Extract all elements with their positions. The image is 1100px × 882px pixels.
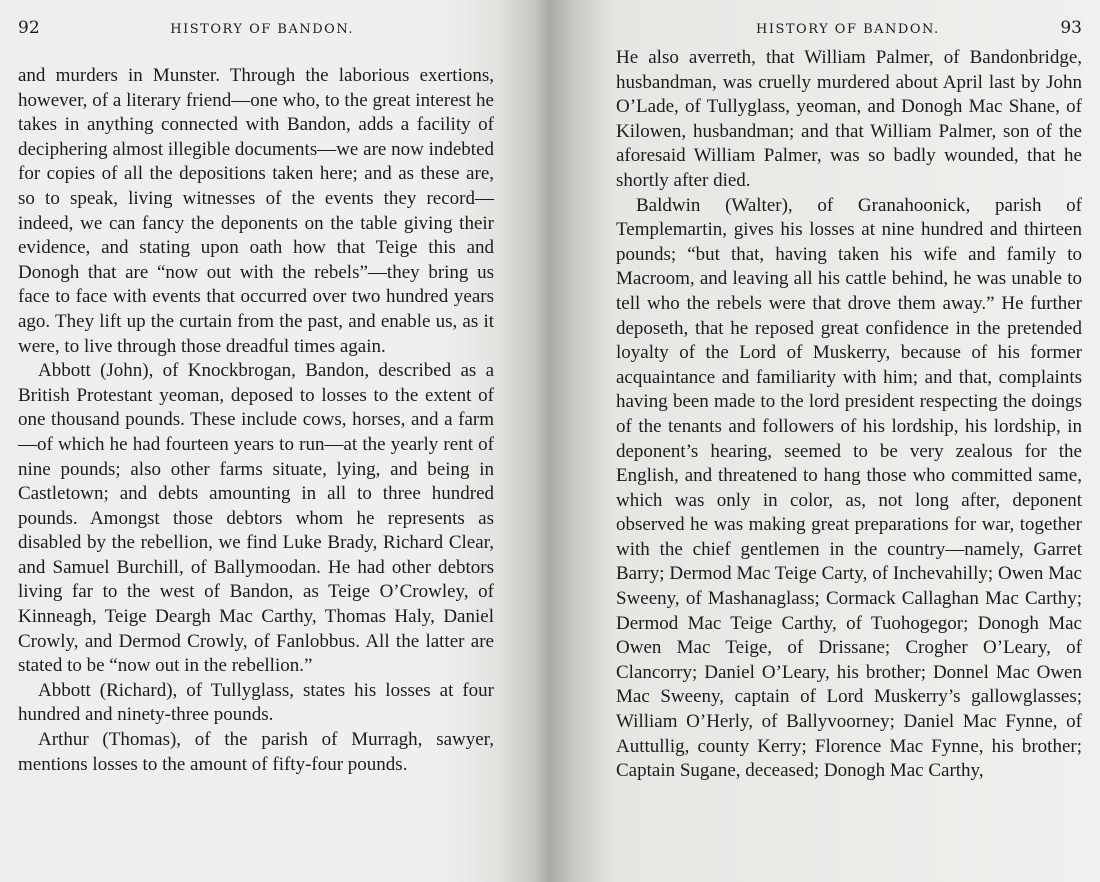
left-running-head-title: HISTORY OF BANDON. bbox=[170, 22, 354, 37]
left-paragraph-4: Arthur (Thomas), of the parish of Murragh, sawyer, mentions losses to the amount of fifty-four pounds. bbox=[18, 729, 494, 775]
left-page-number: 92 bbox=[18, 18, 40, 38]
left-page-body bbox=[18, 64, 494, 777]
right-page bbox=[550, 0, 1100, 882]
right-paragraph-2: Baldwin (Walter), of Granahoonick, parish of Templemartin, gives his losses at nine hundred and thirteen pounds; “but that, having taken his wife and family to Macroom, and leaving all his cattle behind, he was unable to tell who the rebels were that drove them away.” He further deposeth, that he reposed great confidence in the pretended loyalty of the Lord of Muskerry, because of his former acquaintance and familiarity with him; and that, complaints having been made to the lord president respecting the doings of the tenants and followers of his lordship, his lordship, in deponent’s hearing, seemed to be very zealous for the English, and threatened to hang those who committed same, which was only in color, as, not long after, deponent observed he was making great preparations for war, together with the chief gentlemen in the country—namely, Garret Barry; Dermod Mac Teige Carty, of Inchevahilly; Owen Mac Sweeny, of Mashanaglass; Cormack Callaghan Mac Carthy; Dermod Mac Teige Carthy, of Tuohogegor; Donogh Mac Owen Mac Teige, of Drissane; Crogher O’Leary, of Clancorry; Daniel O’Leary, his brother; Donnel Mac Owen Mac Sweeny, captain of Lord Muskerry’s gallowglasses; William O’Herly, of Ballyvoorney; Daniel Mac Fynne, of Auttullig, county Kerry; Florence Mac Fynne, his brother; Captain Sugane, deceased; Donogh Mac Carthy, bbox=[616, 194, 1082, 782]
right-running-head-title: HISTORY OF BANDON. bbox=[756, 22, 940, 37]
right-page-number: 93 bbox=[1060, 18, 1082, 38]
left-running-header bbox=[18, 0, 494, 38]
left-paragraph-3: Abbott (Richard), of Tullyglass, states his losses at four hundred and ninety-three pounds. bbox=[18, 679, 494, 726]
right-running-header bbox=[616, 0, 1082, 38]
right-paragraph-1: He also averreth, that William Palmer, of Bandonbridge, husbandman, was cruelly murdered about April last by John O’Lade, of Tullyglass, yeoman, and Donogh Mac Shane, of Kilowen, husbandman; and that William Palmer, son of the aforesaid William Palmer, was so badly wounded, that he shortly after died. bbox=[616, 47, 1082, 191]
left-paragraph-1: and murders in Munster. Through the laborious exertions, however, of a literary friend—one who, to the great interest he takes in anything connected with Bandon, adds a facility of deciphering almost illegible documents—we are now indebted for copies of all the depositions taken here; and as these are, so to speak, living witnesses of the events they record—indeed, we can fancy the deponents on the table giving their evidence, and stating upon oath how that Teige this and Donogh that are “now out with the rebels”—they bring us face to face with events that occurred over two hundred years ago. They lift up the curtain from the past, and enable us, as it were, to live through those dreadful times again. bbox=[18, 65, 494, 357]
left-paragraph-2: Abbott (John), of Knockbrogan, Bandon, described as a British Protestant yeoman, deposed to losses to the extent of one thousand pounds. These include cows, horses, and a farm—of which he had fourteen years to run—at the yearly rent of nine pounds; also other farms situate, lying, and being in Castletown; and debts amounting in all to three hundred pounds. Amongst those debtors whom he represents as disabled by the rebellion, we find Luke Brady, Richard Clear, and Samuel Burchill, of Ballymoodan. He had other debtors living far to the west of Bandon, as Teige O’Crowley, of Kinneagh, Teige Deargh Mac Carthy, Thomas Haly, Daniel Crowly, and Dermod Crowly, of Fanlobbus. All the latter are stated to be “now out in the rebellion.” bbox=[18, 360, 494, 677]
right-page-body bbox=[616, 46, 1082, 784]
